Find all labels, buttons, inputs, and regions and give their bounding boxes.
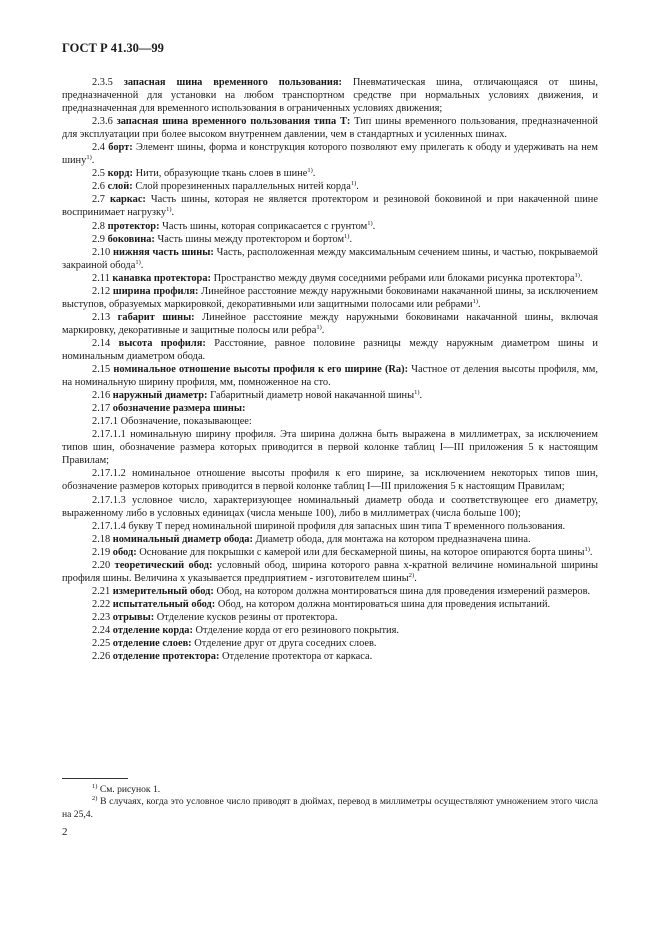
paragraph	[62, 402, 598, 415]
definition-text: номинальное отношение высоты профиля к его ширине, за исключением некоторых типов шин, обозначение размеров которых приводится в первой колонке таблиц I—III приложения 5 к настоящим Правилам;	[62, 468, 598, 493]
clause-number: 2.17.1.2	[92, 468, 126, 480]
term: измерительный обод:	[112, 585, 214, 597]
term: обод:	[112, 546, 137, 558]
document-body	[62, 76, 598, 663]
definition-text: Отделение друг от друга соседних слоев.	[194, 638, 377, 650]
term: канавка протектора:	[112, 272, 211, 284]
page-header: ГОСТ Р 41.30—99	[62, 41, 164, 55]
paragraph	[62, 141, 598, 167]
clause-number: 2.3.5	[92, 77, 113, 88]
clause-number: 2.3.6	[92, 116, 113, 128]
paragraph	[62, 611, 598, 624]
definition-text: Пневматическая шина, отличающаяся от шины, предназначенной для установки на любом транспортном средстве при нормальных условиях движения, и предназначенная для временного использования в ограниченных условиях движения;	[62, 77, 598, 115]
punctuation: .	[414, 572, 417, 584]
clause-number: 2.17.1.1	[92, 429, 126, 441]
definition-text: Часть шины между протектором и бортом	[157, 233, 345, 245]
term: номинальный диаметр обода:	[112, 533, 253, 545]
footnote-ref: 1)	[166, 206, 172, 214]
definition-text: Отделение протектора от каркаса.	[222, 651, 373, 663]
term: номинальное отношение высоты профиля к его ширине (Ra):	[113, 364, 409, 376]
paragraph	[62, 650, 598, 663]
clause-number: 2.12	[92, 285, 111, 297]
clause-number: 2.23	[92, 611, 111, 623]
footnote-ref: 1)	[316, 323, 322, 331]
footnote	[62, 784, 598, 796]
footnote-text: В случаях, когда это условное число приводят в дюймах, перевод в миллиметры осуществляют умножением этого числа на 25,4.	[62, 796, 598, 820]
clause-number: 2.19	[92, 546, 111, 558]
clause-number: 2.17.1.4	[92, 520, 126, 532]
clause-number: 2.17	[92, 403, 111, 415]
footnote-ref: 1)	[135, 258, 141, 266]
term: испытательный обод:	[112, 598, 216, 610]
footnote-ref: 1)	[350, 180, 357, 188]
paragraph	[62, 585, 598, 598]
term: отделение протектора:	[112, 651, 220, 663]
footnote-ref: 1)	[574, 271, 580, 279]
term: слой:	[107, 181, 133, 193]
clause-number: 2.9	[92, 233, 105, 245]
term: ширина профиля:	[112, 285, 199, 297]
definition-text: Часть, расположенная между максимальным сечением шины, и частью, покрываемой закраиной обода	[62, 246, 598, 271]
term: наружный диаметр:	[112, 390, 208, 402]
paragraph	[62, 415, 598, 428]
definition-text: Нити, образующие ткань слоев в шине	[135, 168, 308, 180]
clause-number: 2.24	[92, 624, 111, 636]
term: нижняя часть шины:	[112, 246, 214, 258]
term: протектор:	[107, 220, 160, 232]
footnote-ref: 2)	[408, 571, 415, 579]
clause-number: 2.14	[92, 337, 111, 349]
clause-number: 2.25	[92, 638, 111, 650]
clause-number: 2.15	[92, 364, 111, 376]
definition-text: Отделение корда от его резинового покрытия.	[195, 624, 399, 636]
paragraph	[62, 559, 598, 585]
punctuation: .	[419, 390, 423, 402]
clause-number: 2.4	[92, 142, 105, 154]
footnotes	[62, 784, 598, 821]
clause-number: 2.18	[92, 533, 111, 545]
definition-text: Слой прорезиненных параллельных нитей корда	[135, 181, 351, 193]
footnote-ref: 1)	[86, 154, 92, 162]
paragraph	[62, 467, 598, 493]
punctuation: .	[140, 259, 144, 271]
clause-number: 2.6	[92, 181, 105, 193]
paragraph	[62, 363, 598, 389]
definition-text: Расстояние, равное половине разницы между наружным диаметром шины и номинальным диаметром обода.	[62, 337, 598, 362]
punctuation: .	[312, 168, 316, 180]
definition-text: Часть шины, которая не является протектором и резиновой боковиной и при накаченной шине воспринимает нагрузку	[62, 194, 598, 219]
definition-text: условный обод, ширина которого равна x-кратной величине номинальной ширины профиля шины. Величина x указывается предприятием - изготовителем шины	[62, 559, 598, 584]
paragraph	[62, 520, 598, 533]
term: запасная шина временного пользования:	[123, 77, 342, 88]
paragraph	[62, 246, 598, 272]
definition-text: Линейное расстояние между наружными боковинами накачанной шины, включая маркировку, декоративные и защитные полосы или ребра	[62, 311, 598, 336]
clause-number: 2.10	[92, 246, 111, 258]
definition-text: Частное от деления высоты профиля, мм, на номинальную ширину профиля, мм, помноженное на сто.	[62, 364, 598, 389]
paragraph	[62, 311, 598, 337]
definition-text: Обод, на котором должна монтироваться шина для проведения испытаний.	[217, 598, 551, 610]
footnote-ref: 1)	[367, 219, 373, 227]
definition-text: Линейное расстояние между наружными боковинами накачанной шины, за исключением выступов, образуемых маркировкой, декоративными или защитными полосами или ребрами	[62, 285, 598, 310]
footnote-mark: 2)	[92, 795, 98, 803]
footnote-ref: 1)	[472, 297, 478, 305]
clause-number: 2.7	[92, 194, 105, 206]
clause-number: 2.26	[92, 651, 111, 663]
clause-number: 2.17.1.3	[92, 494, 126, 506]
paragraph	[62, 624, 598, 637]
punctuation: .	[91, 155, 95, 167]
paragraph	[62, 180, 598, 193]
term: теоретический обод:	[114, 559, 213, 571]
paragraph	[62, 220, 598, 233]
definition-text: Обозначение, показывающее:	[120, 416, 252, 428]
paragraph	[62, 272, 598, 285]
definition-text: Основание для покрышки с камерой или для бескамерной шины, на которое опираются борта шины	[139, 546, 585, 558]
clause-number: 2.8	[92, 220, 105, 232]
definition-text: Пространство между двумя соседними ребрами или блоками рисунка протектора	[213, 272, 575, 284]
definition-text: Часть шины, которая соприкасается с грунтом	[162, 220, 368, 232]
definition-text: Тип шины временного пользования, предназначенной для эксплуатации при более высоком внутреннем давлении, чем в стандартных и усиленных шинах.	[62, 116, 598, 141]
footnote-ref: 1)	[584, 545, 590, 553]
term: габарит шины:	[117, 311, 195, 323]
definition-text: Элемент шины, форма и конструкция которого позволяют ему прилегать к ободу и удерживать на нем шину	[62, 142, 598, 167]
term: отделение слоев:	[112, 638, 192, 650]
clause-number: 2.17.1	[92, 416, 118, 428]
clause-number: 2.16	[92, 390, 111, 402]
page-number: 2	[62, 826, 68, 838]
clause-number: 2.21	[92, 585, 111, 597]
clause-number: 2.5	[92, 168, 105, 180]
term: высота профиля:	[118, 337, 206, 349]
clause-number: 2.20	[92, 559, 111, 571]
paragraph	[62, 167, 598, 180]
footnote-ref: 1)	[414, 389, 420, 397]
paragraph	[62, 494, 598, 520]
punctuation: .	[321, 324, 325, 336]
paragraph	[62, 193, 598, 219]
paragraph	[62, 76, 598, 115]
punctuation: .	[356, 181, 359, 193]
footnote-ref: 1)	[344, 232, 350, 240]
clause-number: 2.13	[92, 311, 111, 323]
punctuation: .	[589, 546, 593, 558]
footnote	[62, 796, 598, 821]
punctuation: .	[372, 220, 376, 232]
definition-text: букву Т перед номинальной шириной профиля для запасных шин типа Т временного пользования.	[128, 520, 566, 532]
punctuation: .	[171, 207, 175, 219]
term: обозначение размера шины:	[112, 403, 246, 415]
paragraph	[62, 337, 598, 363]
definition-text: Отделение кусков резины от протектора.	[156, 611, 338, 623]
punctuation: .	[579, 272, 583, 284]
paragraph	[62, 285, 598, 311]
paragraph	[62, 533, 598, 546]
definition-text: номинальную ширину профиля. Эта ширина должна быть выражена в миллиметрах, за исключением типов шин, обозначение размера которых приводится в первой колонке таблиц I—III приложения 5 к настоящим Правилам;	[62, 429, 598, 467]
clause-number: 2.22	[92, 598, 111, 610]
paragraph	[62, 389, 598, 402]
term: отрывы:	[112, 611, 155, 623]
term: борт:	[108, 142, 133, 154]
term: каркас:	[109, 194, 146, 206]
clause-number: 2.11	[92, 272, 110, 284]
term: запасная шина временного пользования типа Т:	[116, 116, 351, 128]
paragraph	[62, 233, 598, 246]
term: отделение корда:	[112, 624, 193, 636]
definition-text: Габаритный диаметр новой накачанной шины	[210, 390, 415, 402]
footnote-ref: 1)	[307, 167, 313, 175]
paragraph	[62, 546, 598, 559]
definition-text: условное число, характеризующее номинальный диаметр обода и соответствующее его диаметру, выраженному либо в условных единицах (числа меньше 100), либо в миллиметрах (числа больше 100);	[62, 494, 599, 519]
footnote-text: См. рисунок 1.	[99, 784, 161, 795]
paragraph	[62, 598, 598, 611]
term: корд:	[107, 168, 134, 180]
punctuation: .	[349, 233, 353, 245]
footnote-divider	[62, 778, 128, 779]
definition-text: Диаметр обода, для монтажа на котором предназначена шина.	[255, 533, 531, 545]
punctuation: .	[477, 298, 481, 310]
definition-text: Обод, на котором должна монтироваться шина для проведения измерений размеров.	[216, 585, 591, 597]
paragraph	[62, 637, 598, 650]
term: боковина:	[107, 233, 155, 245]
footnote-mark: 1)	[92, 783, 98, 790]
paragraph	[62, 428, 598, 467]
paragraph	[62, 115, 598, 141]
